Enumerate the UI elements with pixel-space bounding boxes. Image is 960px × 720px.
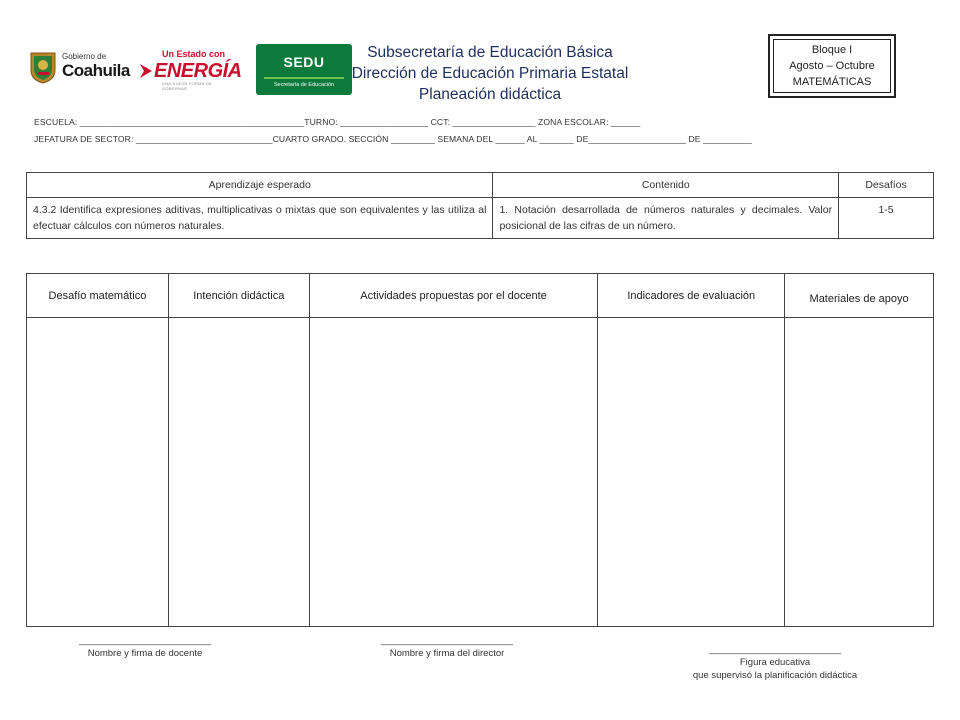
signature-label-figura-1: Figura educativa [739, 657, 811, 668]
cell-materiales[interactable] [785, 318, 934, 627]
title-line-planeacion: Planeación didáctica [418, 86, 562, 103]
signature-docente [60, 634, 230, 660]
header-actividades: Actividades propuestas por el docente [309, 274, 598, 318]
document-title [340, 42, 640, 105]
sedu-logo-subtext: Secretaría de Educación [273, 82, 335, 88]
coahuila-seal-icon [28, 50, 58, 84]
cell-contenido: 1. Notación desarrollada de números naturales y decimales. Valor posicional de las cifras de un número. [493, 198, 839, 239]
energia-logo-subtext: UNA NUEVA FORMA DE GOBERNAR [162, 81, 213, 91]
header-aprendizaje-esperado: Aprendizaje esperado [27, 173, 493, 198]
cell-indicadores[interactable] [598, 318, 785, 627]
cell-desafio-matematico[interactable] [27, 318, 169, 627]
coahuila-logo-text: Coahuila [62, 61, 130, 80]
energia-logo [140, 49, 242, 91]
aprendizaje-table-header [27, 173, 934, 198]
bloque-period: Agosto – Octubre [789, 60, 875, 72]
signature-line-director[interactable]: _________________________ [380, 635, 514, 646]
signature-director [362, 634, 532, 660]
header-indicadores: Indicadores de evaluación [598, 274, 785, 318]
coahuila-logo-small-text: Gobierno de [62, 52, 107, 61]
header-materiales: Materiales de apoyo [785, 274, 934, 318]
sedu-logo [256, 44, 352, 95]
bloque-label: Bloque I [811, 44, 853, 56]
cell-intencion-didactica[interactable] [168, 318, 309, 627]
title-line-direccion: Dirección de Educación Primaria Estatal [351, 65, 629, 82]
cell-desafios: 1-5 [839, 198, 934, 239]
signature-label-figura-2: que supervisó la planificación didáctica [692, 670, 858, 681]
header-intencion-didactica: Intención didáctica [168, 274, 309, 318]
coahuila-logo [28, 50, 128, 88]
bloque-subject: MATEMÁTICAS [792, 76, 872, 88]
signature-figura [660, 643, 890, 682]
aprendizaje-table [26, 172, 934, 239]
sedu-logo-text: SEDU [283, 54, 325, 70]
energia-logo-top-text: Un Estado con [162, 49, 226, 59]
form-line-jefatura[interactable]: JEFATURA DE SECTOR: ____________________________CUARTO GRADO. SECCIÓN _________ SEMANA DEL ______ AL _______ DE____________________ DE __________ [34, 134, 752, 144]
table-row [27, 318, 934, 627]
header-desafio-matematico: Desafío matemático [27, 274, 169, 318]
planeacion-table-header [27, 274, 934, 318]
energia-arrow-icon [140, 62, 154, 80]
header-contenido: Contenido [493, 173, 839, 198]
title-line-subsecretaria: Subsecretaría de Educación Básica [367, 44, 613, 61]
form-line-escuela[interactable]: ESCUELA: ______________________________________________TURNO: __________________ CCT: _________________ ZONA ESCOLAR: ______ [34, 117, 641, 127]
cell-aprendizaje: 4.3.2 Identifica expresiones aditivas, multiplicativas o mixtas que son equivalentes y las utiliza al efectuar cálculos con números naturales. [27, 198, 493, 239]
cell-actividades[interactable] [309, 318, 598, 627]
sedu-logo-divider [264, 77, 344, 79]
signature-label-docente: Nombre y firma de docente [87, 648, 203, 659]
table-row [27, 198, 934, 239]
energia-logo-text: ENERGÍA [154, 60, 242, 82]
planeacion-table [26, 273, 934, 627]
header-desafios: Desafíos [839, 173, 934, 198]
signature-line-docente[interactable]: _________________________ [78, 635, 212, 646]
signature-line-figura[interactable]: _________________________ [708, 644, 842, 655]
bloque-box [768, 34, 896, 98]
signature-label-director: Nombre y firma del director [389, 648, 505, 659]
